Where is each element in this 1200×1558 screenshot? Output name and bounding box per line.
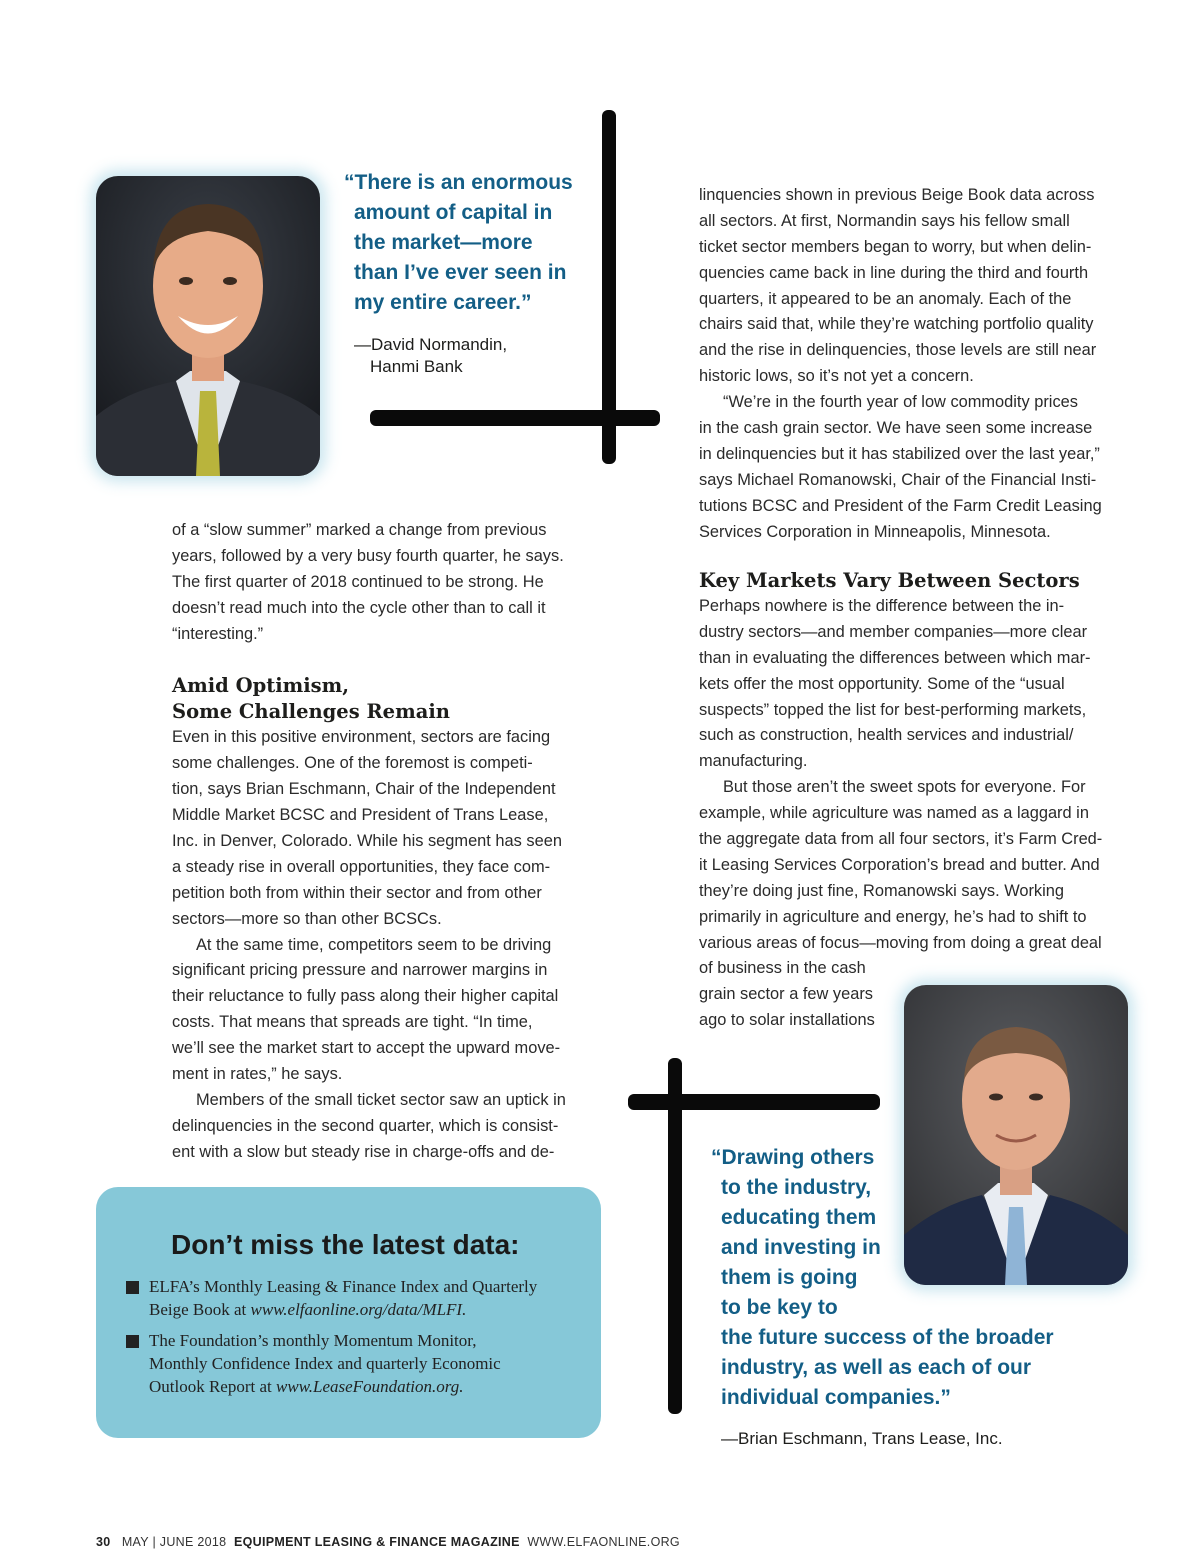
callout-box [96, 1187, 601, 1438]
pull-quote-top [344, 168, 573, 318]
quote-line: them is going [721, 1266, 858, 1289]
page-footer [96, 1535, 680, 1549]
quote-line: to the industry, [721, 1176, 872, 1199]
quote-line: my entire career.” [354, 291, 532, 314]
bullet-square-icon [126, 1335, 139, 1348]
footer-issue: MAY | JUNE 2018 [121, 1535, 227, 1549]
link-lease-foundation[interactable]: www.LeaseFoundation.org. [276, 1377, 464, 1396]
quote-attribution-bottom: —Brian Eschmann, Trans Lease, Inc. [721, 1429, 1003, 1448]
quote-line: educating them [721, 1206, 877, 1229]
quote-line: and investing in [721, 1236, 881, 1259]
section-heading-amid-optimism-2: Some Challenges Remain [172, 700, 450, 724]
bullet-square-icon [126, 1281, 139, 1294]
section-heading-amid-optimism: Amid Optimism, [172, 674, 350, 698]
callout-title: Don’t miss the latest data: [171, 1229, 520, 1260]
footer-magazine: EQUIPMENT LEASING & FINANCE MAGAZINE [233, 1535, 520, 1549]
quote-line: to be key to [721, 1296, 838, 1319]
divider-horizontal-top [370, 410, 660, 426]
quote-line: individual companies.” [721, 1386, 951, 1409]
divider-horizontal-bottom [628, 1094, 880, 1110]
quote-line: amount of capital in [354, 201, 553, 224]
quote-line: the future success of the broader [721, 1326, 1054, 1349]
quote-line: the market—more [354, 231, 533, 254]
right-column-top: linquencies shown in previous Beige Book data across all sectors. At first, Normandin says his fellow small ticket sector members began to worry, but when delin- quencies came back in line during the third and fourth quarters, it appeared to be an anomaly. Each of the chairs said that, while they’re watching portfolio quality and the rise in delinquencies, those levels are still near historic lows, so it’s not yet a concern. “We’re in the fourth year of low commodity prices in the cash grain sector. We have seen some increase in delinquencies but it has stabilized over the last year,” says Michael Romanowski, Chair of the Financial Insti- tutions BCSC and President of the Farm Credit Leasing Services Corporation in Minneapolis, Minnesota. [699, 186, 1102, 541]
quote-line: industry, as well as each of our [721, 1356, 1032, 1379]
quote-line: “There is an enormous [344, 171, 573, 194]
footer-website: WWW.ELFAONLINE.ORG [527, 1535, 680, 1549]
callout-list [126, 1275, 586, 1398]
quote-attribution-top: —David Normandin, Hanmi Bank [354, 335, 508, 376]
left-column: of a “slow summer” marked a change from previous years, followed by a very busy fourth quarter, he says. The first quarter of 2018 continued to be strong. He doesn’t read much into the cycle other than to call it “interesting.” Amid Optimism, Some Challenges Remain Even in this positive environment, sectors are facing some challenges. One of the foremost is competi- tion, says Brian Eschmann, Chair of the Independent Middle Market BCSC and President of Trans Lease, Inc. in Denver, Colorado. While his segment has seen a steady rise in overall opportunities, they face com- petition both from within their sector and from other sectors—more so than other BCSCs. At the same time, competitors seem to be driving significant pricing pressure and narrower margins in their reluctance to fully pass along their higher capital costs. That means that spreads are tight. “In time, we’ll see the market start to accept the upward move- ment in rates,” he says. Members of the small ticket sector saw an uptick in delinquencies in the second quarter, which is consist- ent with a slow but steady rise in charge-offs and de- [172, 518, 602, 1166]
list-item: The Foundation’s monthly Momentum Monitor, Monthly Confidence Index and quarterly Economic Outlook Report at www.LeaseFoundation.org. [126, 1329, 586, 1398]
page-number: 30 [96, 1535, 111, 1549]
divider-vertical-bottom [668, 1058, 682, 1414]
quote-line: “Drawing others [711, 1146, 875, 1169]
pull-quote-bottom [711, 1143, 1054, 1413]
list-item: ELFA’s Monthly Leasing & Finance Index and Quarterly Beige Book at www.elfaonline.org/data/MLFI. [126, 1275, 586, 1321]
quote-line: than I’ve ever seen in [354, 261, 567, 284]
link-mlfi[interactable]: www.elfaonline.org/data/MLFI. [250, 1300, 467, 1319]
section-heading-key-markets: Key Markets Vary Between Sectors [699, 569, 1080, 592]
portrait-david-normandin [96, 176, 320, 476]
right-column-section: Key Markets Vary Between Sectors Perhaps nowhere is the difference between the in- dustry sectors—and member companies—more clear than in evaluating the differences between which mar- kets offer the most opportunity. Some of the “usual suspects” topped the list for best-performing markets, such as construction, health services and industrial/ manufacturing. But those aren’t the sweet spots for everyone. For example, while agriculture was named as a laggard in the aggregate data from all four sectors, it’s Farm Cred- it Leasing Services Corporation’s bread and butter. And they’re doing just fine, Romanowski says. Working primarily in agriculture and energy, he’s had to shift to various areas of focus—moving from doing a great deal of business in the cash grain sector a few years ago to solar installations [699, 568, 1139, 1034]
